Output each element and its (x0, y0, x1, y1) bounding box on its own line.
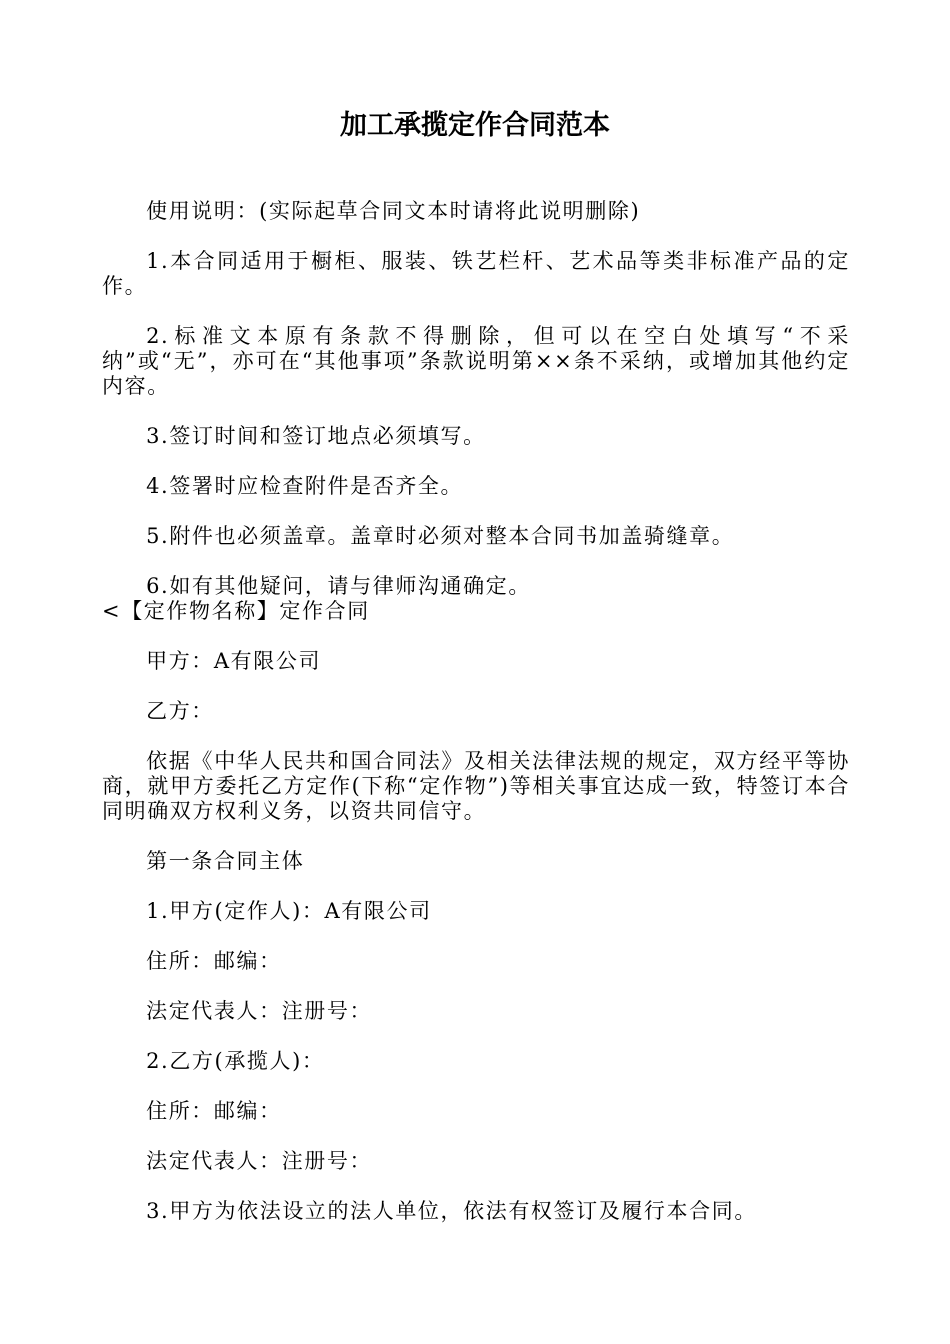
usage-note-item-5: 5.附件也必须盖章。盖章时必须对整本合同书加盖骑缝章。 (146, 524, 735, 548)
usage-note-item-6: 6.如有其他疑问，请与律师沟通确定。 (146, 574, 531, 598)
party-a-representative: 法定代表人：注册号： (146, 999, 373, 1023)
article-1-heading: 第一条合同主体 (146, 849, 305, 873)
document-body (102, 199, 850, 1249)
preamble-paragraph: 依据《中华人民共和国合同法》及相关法律法规的规定，双方经平等协商，就甲方委托乙方定作(下称“定作物”)等相关事宜达成一致，特签订本合同明确双方权利义务，以资共同信守。 (102, 749, 850, 823)
usage-note-item-4: 4.签署时应检查附件是否齐全。 (146, 474, 464, 498)
party-a-detail: 1.甲方(定作人)：A有限公司 (146, 899, 432, 923)
party-b-representative: 法定代表人：注册号： (146, 1149, 373, 1173)
party-b-line: 乙方： (146, 699, 214, 723)
party-b-detail: 2.乙方(承揽人)： (146, 1049, 325, 1073)
usage-note-heading: 使用说明：(实际起草合同文本时请将此说明删除) (146, 199, 641, 223)
document-title: 加工承揽定作合同范本 (340, 110, 610, 141)
contract-heading: <【定作物名称】定作合同 (102, 599, 370, 623)
usage-note-item-1: 1.本合同适用于橱柜、服装、铁艺栏杆、艺术品等类非标准产品的定作。 (102, 249, 850, 298)
article-1-clause-3: 3.甲方为依法设立的法人单位，依法有权签订及履行本合同。 (146, 1199, 757, 1223)
usage-note-item-3: 3.签订时间和签订地点必须填写。 (146, 424, 486, 448)
party-a-address: 住所：邮编： (146, 949, 282, 973)
usage-note-item-2: 2.标准文本原有条款不得删除，但可以在空白处填写“不采纳”或“无”，亦可在“其他事项”条款说明第××条不采纳，或增加其他约定内容。 (102, 324, 850, 398)
party-b-address: 住所：邮编： (146, 1099, 282, 1123)
party-a-line: 甲方：A有限公司 (146, 649, 322, 673)
